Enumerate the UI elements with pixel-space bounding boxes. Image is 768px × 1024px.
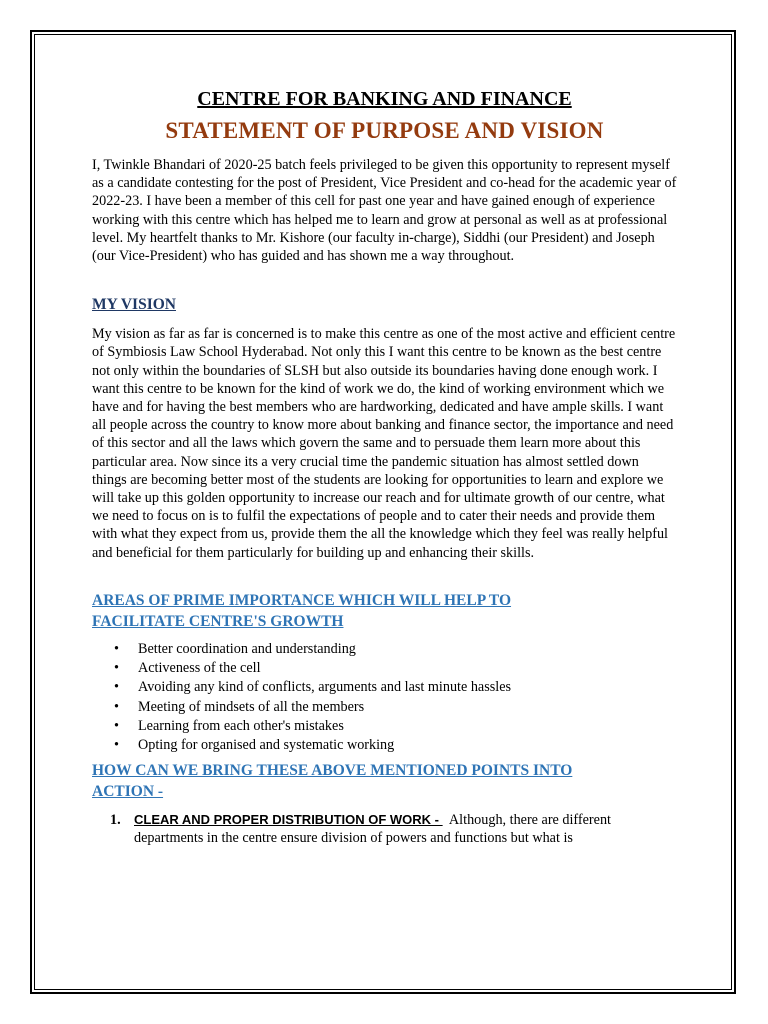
action-steps-list bbox=[92, 811, 677, 848]
list-item bbox=[114, 698, 677, 717]
action-heading-line1: HOW CAN WE BRING THESE ABOVE MENTIONED POINTS INTO bbox=[92, 761, 573, 779]
step-title: CLEAR AND PROPER DISTRIBUTION OF WORK - bbox=[134, 811, 443, 827]
list-item bbox=[114, 717, 677, 736]
areas-heading-line2: FACILITATE CENTRE'S GROWTH bbox=[92, 612, 344, 630]
vision-heading: MY VISION bbox=[92, 296, 176, 314]
list-item bbox=[114, 736, 677, 755]
action-heading bbox=[92, 760, 677, 802]
bullet-icon: • bbox=[114, 640, 119, 657]
bullet-icon: • bbox=[114, 679, 119, 696]
bullet-icon: • bbox=[114, 698, 119, 715]
bullet-icon: • bbox=[114, 660, 119, 677]
document-title: CENTRE FOR BANKING AND FINANCE bbox=[197, 88, 572, 110]
list-item bbox=[114, 659, 677, 678]
action-heading-line2: ACTION - bbox=[92, 782, 164, 800]
list-item-text: Meeting of mindsets of all the members bbox=[138, 698, 365, 715]
step-number: 1. bbox=[110, 811, 121, 828]
vision-paragraph: My vision as far as far is concerned is to make this centre as one of the most active and efficient centre of Symbiosis Law School Hyderabad. Not only this I want this centre to be known as the best centre not only within the boundaries of SLSH but also outside its boundaries having done enough work. I want this centre to be known for the kind of work we do, the kind of working environment which we have and for having the best members who are hardworking, dedicated and have ample skills. I want all people across the country to know more about banking and finance sector, the importance and need of this sector and all the laws which govern the same and to persuade them learn more about this particular area. Now since its a very crucial time the pandemic situation has almost settled down things are becoming better most of the students are looking for opportunities to learn and explore we will take up this golden opportunity to increase our reach and for ultimate growth of our centre, what we need to focus on is to fulfil the expectations of people and to cater their needs and provide them with what they expect from us, provide them the all the knowledge which they feel was really helpful and beneficial for them particularly for building up and enhancing their skills. bbox=[92, 326, 676, 561]
list-item-text: Better coordination and understanding bbox=[138, 640, 356, 657]
intro-paragraph: I, Twinkle Bhandari of 2020-25 batch feels privileged to be given this opportunity to represent myself as a candidate contesting for the post of President, Vice President and co-head for the academic year of 2022-23. I have been a member of this cell for past one year and have gained enough of experience working with this centre which has helped me to learn and grow at personal as well as at professional level. My heartfelt thanks to Mr. Kishore (our faculty in-charge), Siddhi (our President) and Joseph (our Vice-President) who has guided and has shown me a way throughout. bbox=[92, 157, 677, 265]
bullet-icon: • bbox=[114, 718, 119, 735]
step-text: Although, there are different departments in the centre ensure division of powers and functions but what is bbox=[134, 811, 615, 847]
list-item-text: Avoiding any kind of conflicts, arguments and last minute hassles bbox=[138, 679, 512, 696]
areas-list bbox=[92, 640, 677, 756]
action-step bbox=[110, 811, 677, 848]
areas-heading-line1: AREAS OF PRIME IMPORTANCE WHICH WILL HELP TO bbox=[92, 591, 512, 609]
bullet-icon: • bbox=[114, 737, 119, 754]
document-subtitle: STATEMENT OF PURPOSE AND VISION bbox=[165, 118, 604, 143]
list-item-text: Activeness of the cell bbox=[138, 660, 261, 677]
document-content bbox=[92, 86, 677, 848]
list-item bbox=[114, 678, 677, 697]
areas-heading bbox=[92, 590, 677, 632]
list-item bbox=[114, 640, 677, 659]
list-item-text: Learning from each other's mistakes bbox=[138, 718, 344, 735]
list-item-text: Opting for organised and systematic working bbox=[138, 737, 395, 754]
